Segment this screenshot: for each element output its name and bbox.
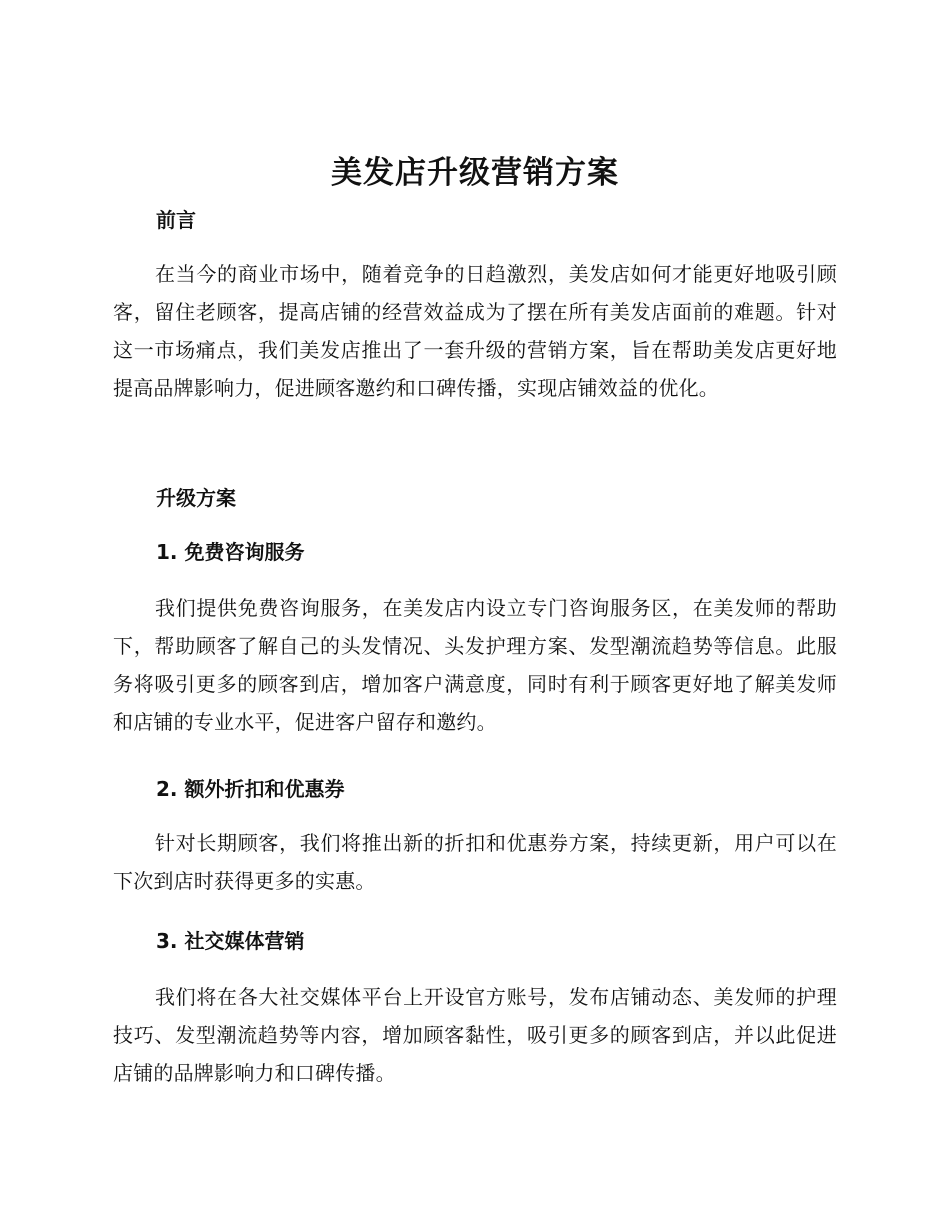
- document-title: 美发店升级营销方案: [331, 155, 619, 191]
- section-heading-social-media: 3. 社交媒体营销: [156, 929, 305, 953]
- section-heading-free-consultation: 1. 免费咨询服务: [156, 540, 305, 564]
- paragraph-discounts-coupons: 针对长期顾客，我们将推出新的折扣和优惠券方案，持续更新，用户可以在下次到店时获得更多的实惠。: [113, 831, 837, 893]
- section-heading-preface: 前言: [156, 208, 196, 232]
- paragraph-preface: 在当今的商业市场中，随着竞争的日趋激烈，美发店如何才能更好地吸引顾客，留住老顾客，提高店铺的经营效益成为了摆在所有美发店面前的难题。针对这一市场痛点，我们美发店推出了一套升级的营销方案，旨在帮助美发店更好地提高品牌影响力，促进顾客邀约和口碑传播，实现店铺效益的优化。: [113, 262, 837, 400]
- paragraph-free-consultation: 我们提供免费咨询服务，在美发店内设立专门咨询服务区，在美发师的帮助下，帮助顾客了解自己的头发情况、头发护理方案、发型潮流趋势等信息。此服务将吸引更多的顾客到店，增加客户满意度，同时有利于顾客更好地了解美发师和店铺的专业水平，促进客户留存和邀约。: [113, 596, 837, 734]
- section-heading-discounts-coupons: 2. 额外折扣和优惠券: [156, 777, 345, 801]
- section-heading-upgrade-plan: 升级方案: [156, 486, 236, 510]
- paragraph-social-media: 我们将在各大社交媒体平台上开设官方账号，发布店铺动态、美发师的护理技巧、发型潮流趋势等内容，增加顾客黏性，吸引更多的顾客到店，并以此促进店铺的品牌影响力和口碑传播。: [113, 985, 837, 1085]
